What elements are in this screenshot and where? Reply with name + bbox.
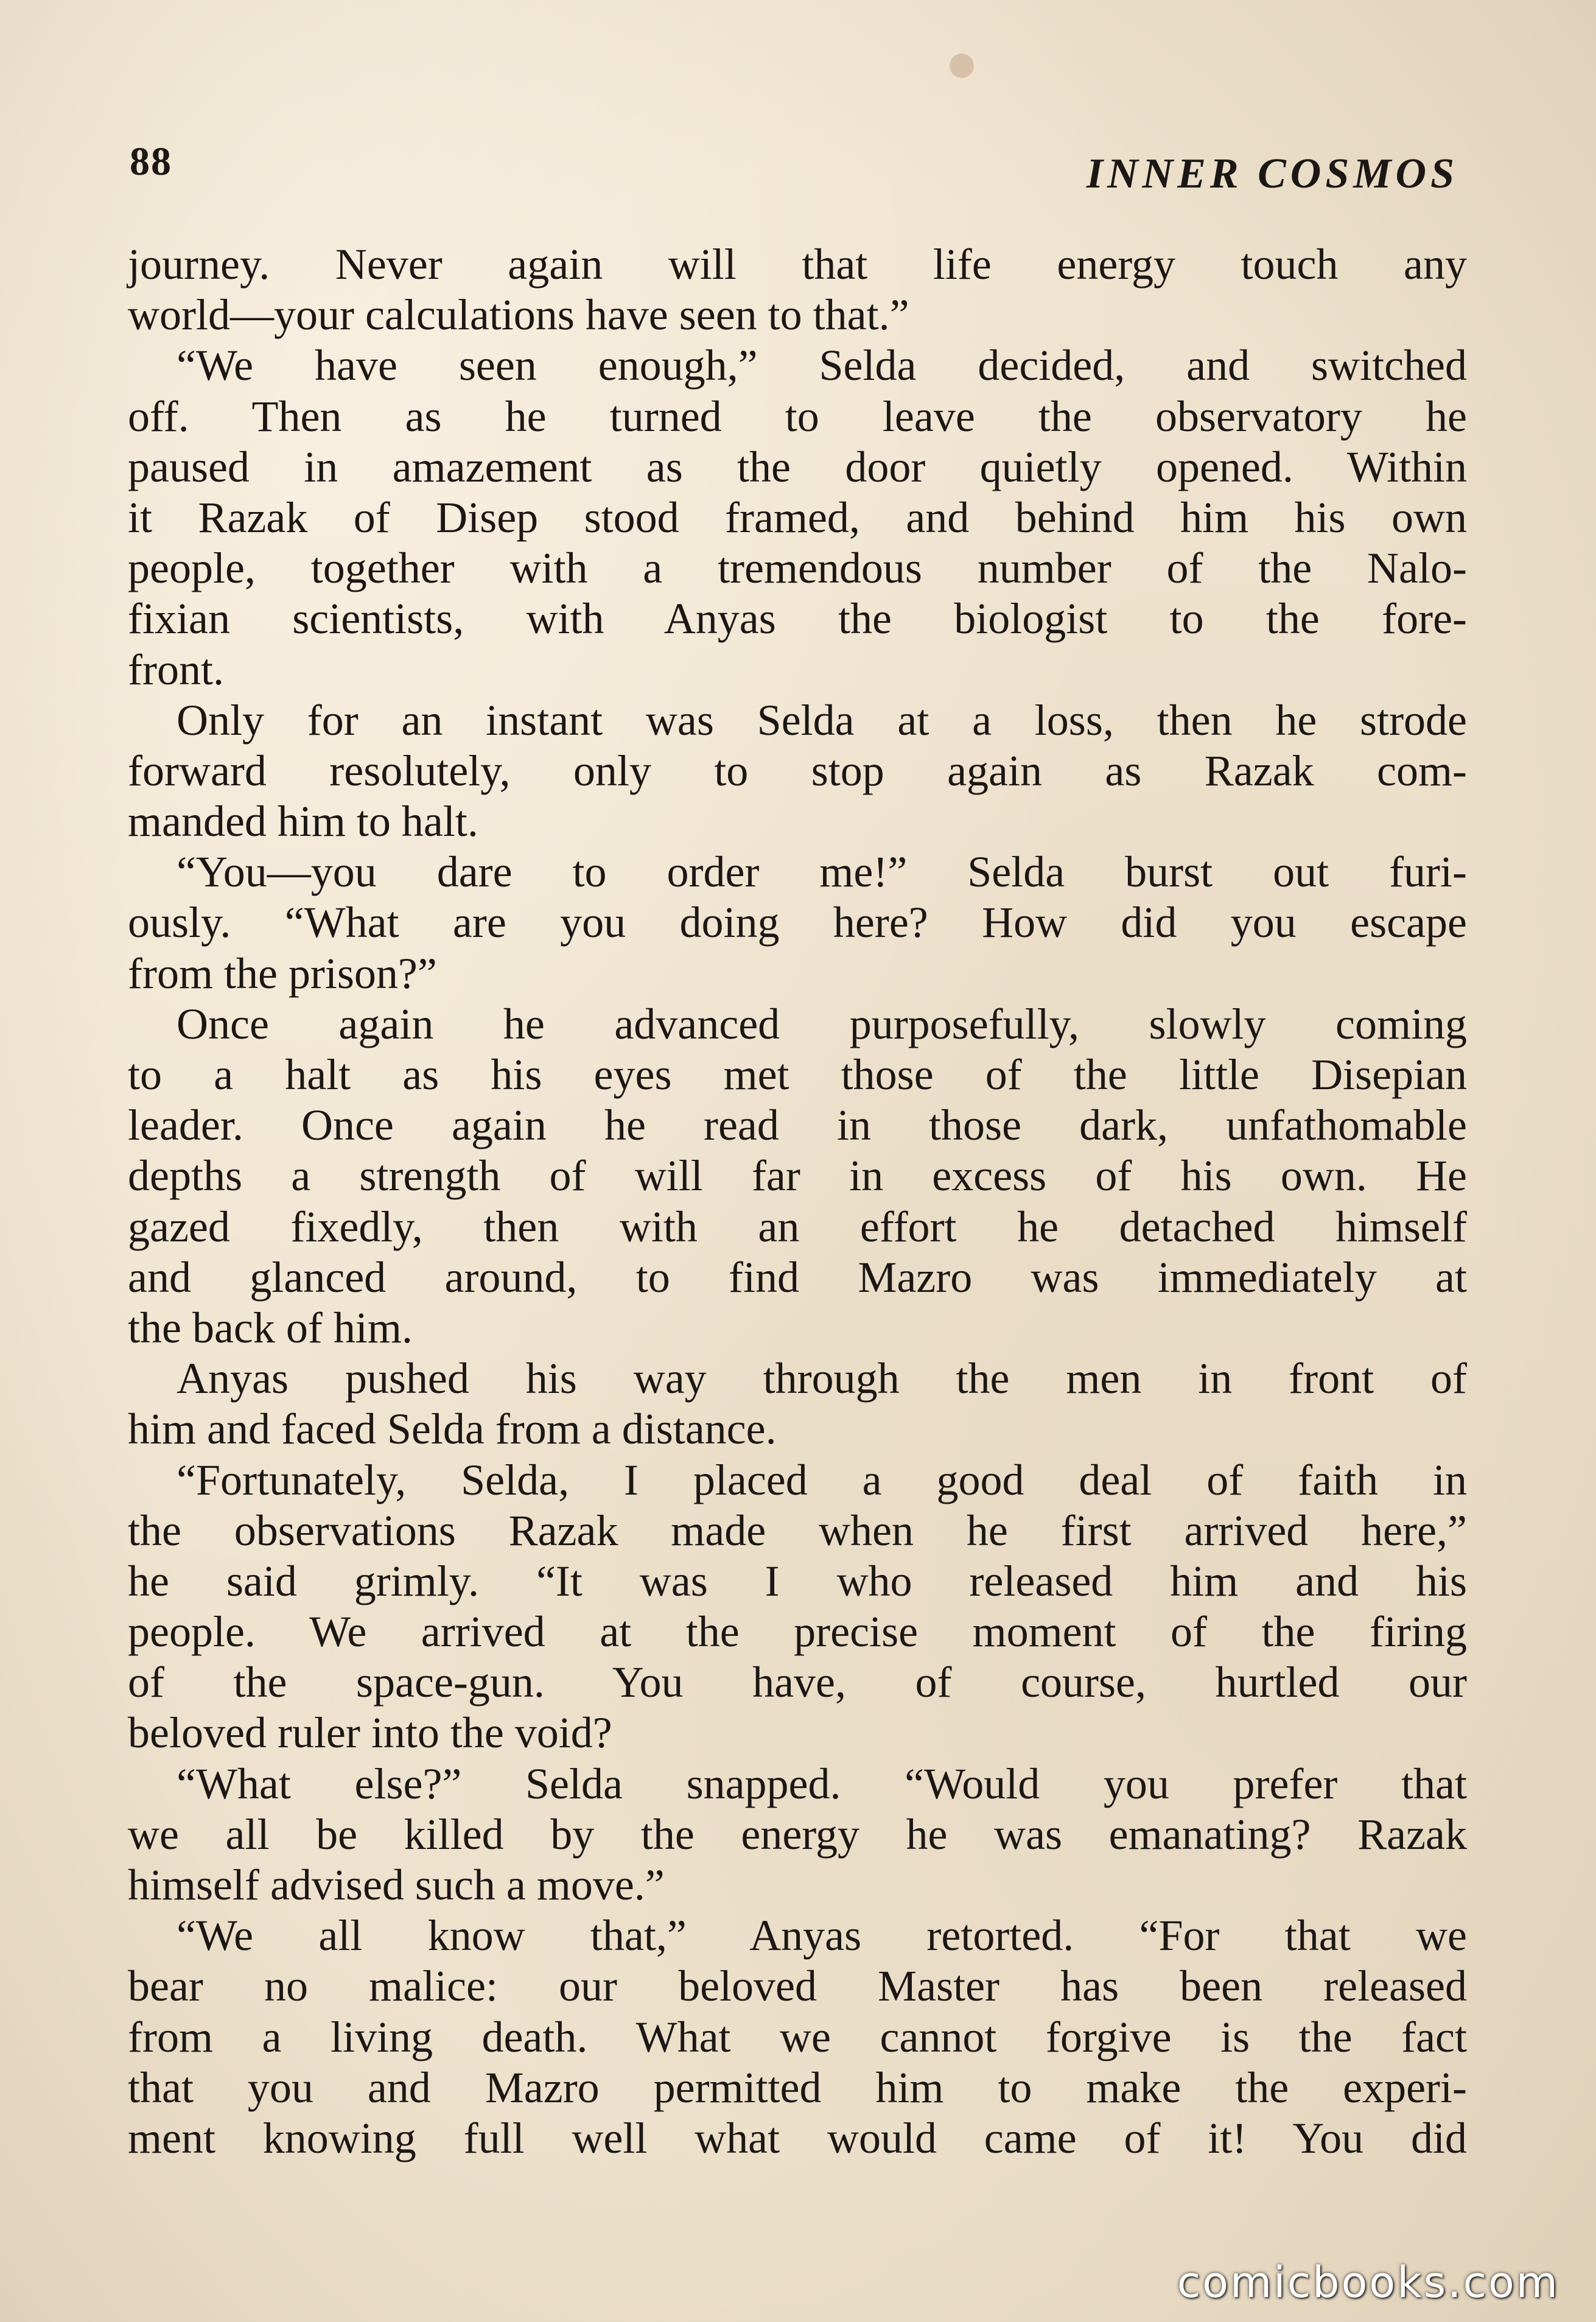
watermark: comicbooks.com bbox=[1177, 2257, 1559, 2307]
page-number: 88 bbox=[130, 139, 172, 184]
text-line: to a halt as his eyes met those of the little Disepian bbox=[128, 1050, 1467, 1099]
paper-stain bbox=[950, 54, 974, 78]
text-line: he said grimly. “It was I who released him and his bbox=[128, 1556, 1467, 1605]
text-line: front. bbox=[128, 645, 224, 694]
text-line: the back of him. bbox=[128, 1303, 413, 1352]
text-line: from the prison?” bbox=[128, 949, 437, 998]
text-line: it Razak of Disep stood framed, and behind him his own bbox=[128, 493, 1467, 542]
text-line: ously. “What are you doing here? How did you escape bbox=[128, 898, 1467, 947]
text-line: Once again he advanced purposefully, slowly coming bbox=[177, 999, 1467, 1048]
text-line: “Fortunately, Selda, I placed a good deal of faith in bbox=[177, 1455, 1467, 1504]
text-line: “We all know that,” Anyas retorted. “For that we bbox=[177, 1911, 1467, 1960]
text-line: of the space-gun. You have, of course, hurtled our bbox=[128, 1658, 1467, 1707]
text-line: manded him to halt. bbox=[128, 797, 478, 846]
text-line: paused in amazement as the door quietly opened. Within bbox=[128, 442, 1467, 491]
text-line: leader. Once again he read in those dark, unfathomable bbox=[128, 1101, 1467, 1150]
text-line: beloved ruler into the void? bbox=[128, 1708, 612, 1758]
text-line: forward resolutely, only to stop again as Razak com- bbox=[128, 746, 1467, 795]
body-text bbox=[128, 239, 1467, 2164]
text-line: him and faced Selda from a distance. bbox=[128, 1405, 777, 1454]
text-line: world—your calculations have seen to that.” bbox=[128, 290, 909, 340]
text-line: that you and Mazro permitted him to make the experi- bbox=[128, 2063, 1467, 2112]
text-line: gazed fixedly, then with an effort he detached himself bbox=[128, 1202, 1467, 1251]
text-line: journey. Never again will that life energy touch any bbox=[128, 240, 1467, 289]
text-line: “We have seen enough,” Selda decided, and switched bbox=[177, 341, 1467, 390]
text-line: bear no malice: our beloved Master has been released bbox=[128, 1962, 1467, 2011]
text-line: “You—you dare to order me!” Selda burst out furi- bbox=[177, 847, 1467, 897]
text-line: “What else?” Selda snapped. “Would you prefer that bbox=[177, 1759, 1467, 1808]
text-line: people, together with a tremendous number of the Nalo- bbox=[128, 544, 1467, 593]
text-line: fixian scientists, with Anyas the biologist to the fore- bbox=[128, 594, 1467, 644]
text-line: we all be killed by the energy he was emanating? Razak bbox=[128, 1809, 1467, 1859]
text-line: Anyas pushed his way through the men in front of bbox=[177, 1354, 1467, 1403]
text-line: himself advised such a move.” bbox=[128, 1861, 665, 1909]
text-line: people. We arrived at the precise moment of the firing bbox=[128, 1607, 1467, 1657]
text-line: Only for an instant was Selda at a loss, then he strode bbox=[177, 695, 1467, 745]
text-line: depths a strength of will far in excess of his own. He bbox=[128, 1151, 1467, 1201]
text-line: and glanced around, to find Mazro was immediately at bbox=[128, 1252, 1467, 1302]
text-line: ment knowing full well what would came of it! You did bbox=[128, 2113, 1467, 2162]
text-line: from a living death. What we cannot forgive is the fact bbox=[128, 2012, 1467, 2061]
running-title: INNER COSMOS bbox=[1086, 150, 1458, 197]
text-line: the observations Razak made when he first arrived here,” bbox=[128, 1506, 1467, 1555]
text-line: off. Then as he turned to leave the observatory he bbox=[128, 391, 1467, 441]
